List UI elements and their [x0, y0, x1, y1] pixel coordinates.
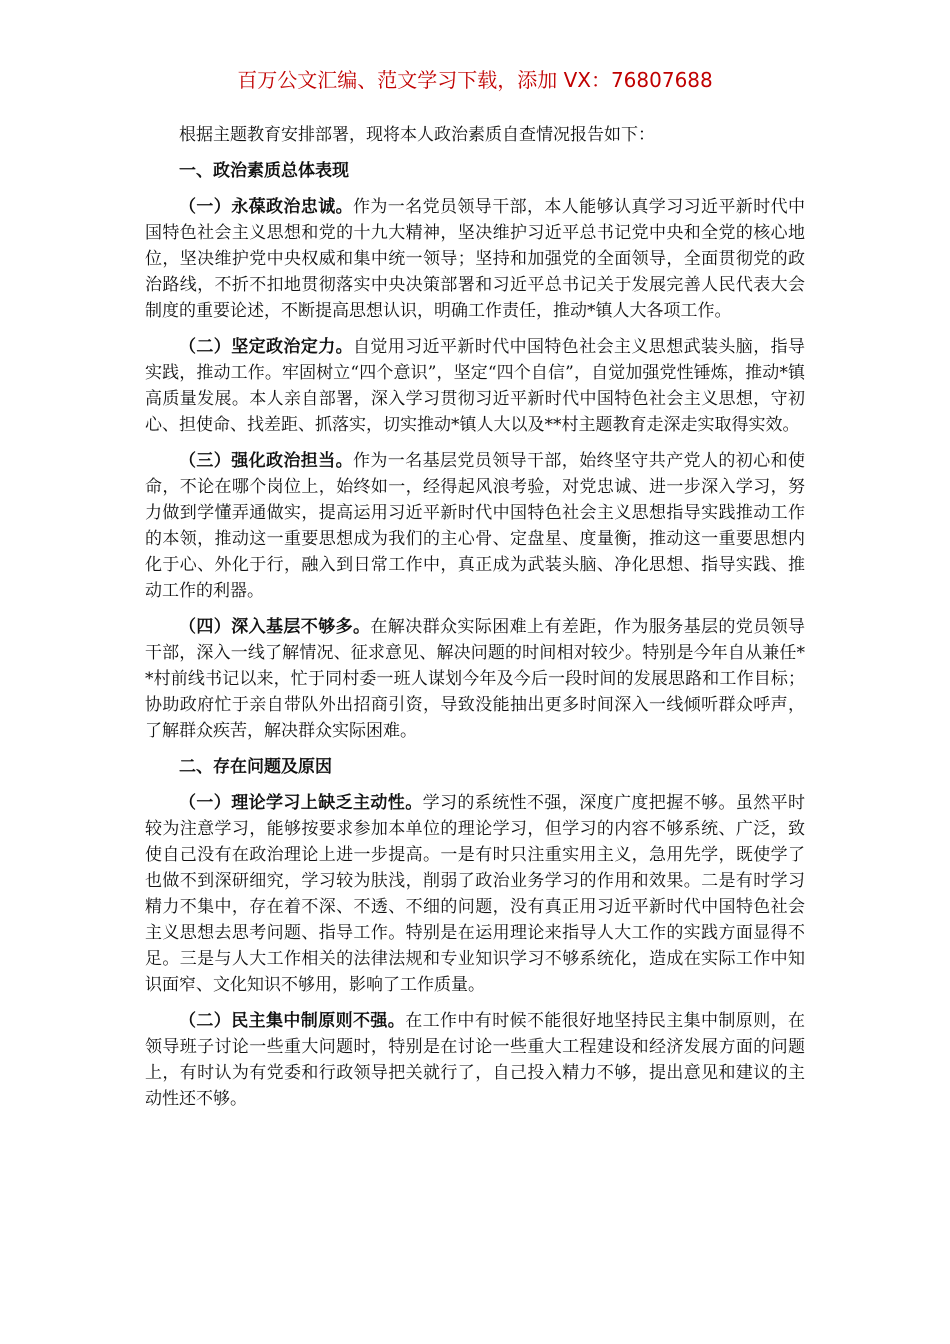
item-text: 作为一名基层党员领导干部，始终坚守共产党人的初心和使命，不论在哪个岗位上，始终如一，经得起风浪考验，对党忠诚、进一步深入学习，努力做到学懂弄通做实，提高运用习近平新时代中国特色社会主义思想指导实践推动工作的本领，推动这一重要思想成为我们的主心骨、定盘星、度量衡，推动这一重要思想内化于心、外化于行，融入到日常工作中，真正成为武装头脑、净化思想、指导实践、推动工作的利器。 — [145, 451, 805, 601]
section-1-item-3 — [145, 448, 805, 604]
intro-paragraph: 根据主题教育安排部署，现将本人政治素质自查情况报告如下： — [179, 125, 655, 145]
section-1-item-4 — [145, 614, 805, 744]
item-lead: （三）强化政治担当。 — [179, 451, 353, 471]
watermark-banner: 百万公文汇编、范文学习下载，添加 VX：76807688 — [237, 68, 713, 92]
item-text: 自觉用习近平新时代中国特色社会主义思想武装头脑，指导实践，推动工作。牢固树立“四个意识”，坚定“四个自信”，自觉加强党性锤炼，推动*镇高质量发展。本人亲自部署，深入学习贯彻习近平新时代中国特色社会主义思想，守初心、担使命、找差距、抓落实，切实推动*镇人大以及**村主题教育走深走实取得实效。 — [145, 337, 805, 435]
item-text: 在解决群众实际困难上有差距，作为服务基层的党员领导干部，深入一线了解情况、征求意见、解决问题的时间相对较少。特别是今年自从兼任**村前线书记以来，忙于同村委一班人谋划今年及今后一段时间的发展思路和工作目标；协助政府忙于亲自带队外出招商引资，导致没能抽出更多时间深入一线倾听群众呼声，了解群众疾苦，解决群众实际困难。 — [145, 617, 806, 741]
item-text: 作为一名党员领导干部，本人能够认真学习习近平新时代中国特色社会主义思想和党的十九大精神，坚决维护习近平总书记党中央和全党的核心地位，坚决维护党中央权威和集中统一领导；坚持和加强党的全面领导，全面贯彻党的政治路线，不折不扣地贯彻落实中央决策部署和习近平总书记关于发展完善人民代表大会制度的重要论述，不断提高思想认识，明确工作责任，推动*镇人大各项工作。 — [145, 197, 805, 321]
item-lead: （一）理论学习上缺乏主动性。 — [179, 793, 423, 813]
item-lead: （二）民主集中制原则不强。 — [179, 1011, 406, 1031]
item-lead: （一）永葆政治忠诚。 — [179, 197, 353, 217]
item-lead: （四）深入基层不够多。 — [179, 617, 371, 637]
item-lead: （二）坚定政治定力。 — [179, 337, 353, 357]
item-text: 学习的系统性不强，深度广度把握不够。虽然平时较为注意学习，能够按要求参加本单位的理论学习，但学习的内容不够系统、广泛，致使自己没有在政治理论上进一步提高。一是有时只注重实用主义，急用先学，既使学了也做不到深研细究，学习较为肤浅，削弱了政治业务学习的作用和效果。二是有时学习精力不集中，存在着不深、不透、不细的问题，没有真正用习近平新时代中国特色社会主义思想去思考问题、指导工作。特别是在运用理论来指导人大工作的实践方面显得不足。三是与人大工作相关的法律法规和专业知识学习不够系统化，造成在实际工作中知识面窄、文化知识不够用，影响了工作质量。 — [145, 793, 806, 995]
item-text: 在工作中有时候不能很好地坚持民主集中制原则，在领导班子讨论一些重大问题时，特别是在讨论一些重大工程建设和经济发展方面的问题上，有时认为有党委和行政领导把关就行了，自己投入精力不够，提出意见和建议的主动性还不够。 — [145, 1011, 806, 1109]
report-body — [145, 122, 805, 1112]
section-1-item-1 — [145, 194, 805, 324]
section-2-item-1 — [145, 790, 805, 998]
section-1-heading: 一、政治素质总体表现 — [179, 161, 349, 181]
section-1-item-2 — [145, 334, 805, 438]
section-2-item-2 — [145, 1008, 805, 1112]
section-2-heading: 二、存在问题及原因 — [179, 757, 332, 777]
